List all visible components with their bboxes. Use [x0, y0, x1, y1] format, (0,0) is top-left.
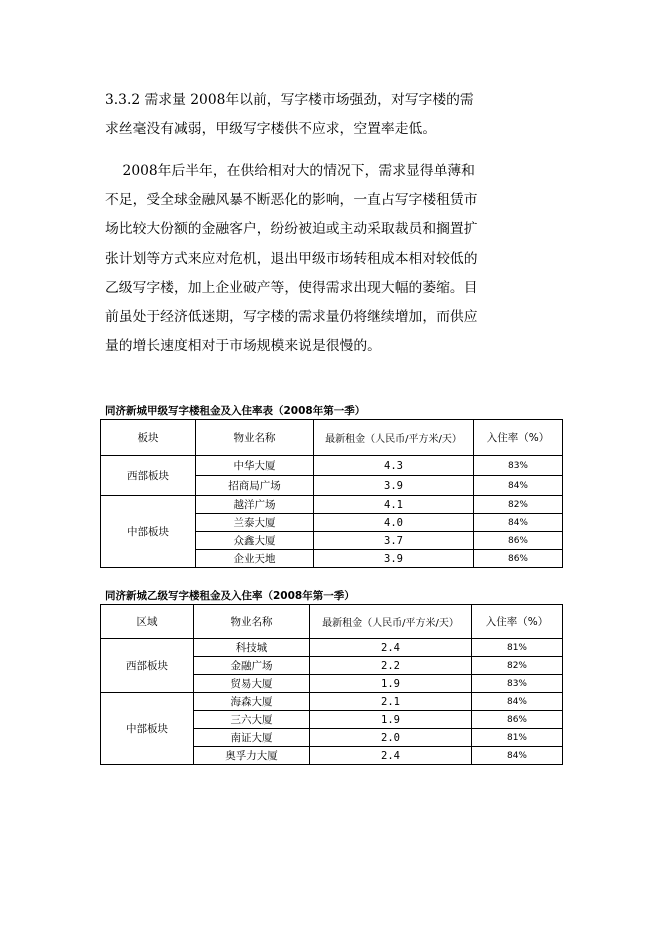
paragraph-line: 场比较大份额的金融客户，纷纷被迫或主动采取裁员和搁置扩	[105, 221, 478, 238]
paragraph-line: 3.3.2 需求量 2008年以前，写字楼市场强劲，对写字楼的需	[105, 92, 474, 108]
header-rent: 最新租金（人民币/平方米/天）	[310, 605, 472, 639]
property-name: 奥孚力大厦	[194, 747, 310, 765]
property-name: 南证大厦	[194, 729, 310, 747]
paragraph-line: 张计划等方式来应对危机，退出甲级市场转租成本相对较低的	[105, 250, 478, 267]
header-property: 物业名称	[196, 420, 314, 456]
occupancy-value: 84%	[474, 476, 563, 496]
occupancy-value: 83%	[472, 675, 563, 693]
table-row	[101, 693, 563, 711]
region-cell: 西部板块	[101, 456, 196, 496]
header-rent: 最新租金（人民币/平方米/天）	[314, 420, 474, 456]
rent-value: 4.0	[314, 514, 474, 532]
header-occupancy: 入住率（%）	[474, 420, 563, 456]
rent-value: 4.1	[314, 496, 474, 514]
rent-value: 3.9	[314, 550, 474, 568]
property-name: 海森大厦	[194, 693, 310, 711]
occupancy-value: 84%	[472, 693, 563, 711]
occupancy-value: 84%	[474, 514, 563, 532]
table-row	[101, 456, 563, 476]
property-name: 兰泰大厦	[196, 514, 314, 532]
region-cell: 西部板块	[101, 639, 194, 693]
rent-value: 1.9	[310, 675, 472, 693]
region-cell: 中部板块	[101, 693, 194, 765]
header-region: 板块	[101, 420, 196, 456]
occupancy-value: 81%	[472, 729, 563, 747]
table-b-caption: 同济新城乙级写字楼租金及入住率（2008年第一季）	[105, 590, 355, 602]
table-row	[101, 639, 563, 657]
paragraph-line: 求丝毫没有减弱，甲级写字楼供不应求，空置率走低。	[105, 121, 437, 138]
property-name: 中华大厦	[196, 456, 314, 476]
paragraph-line: 不足，受全球金融风暴不断恶化的影响，一直占写字楼租赁市	[105, 192, 478, 209]
occupancy-value: 81%	[472, 639, 563, 657]
header-occupancy: 入住率（%）	[472, 605, 563, 639]
table-grade-a-offices	[100, 419, 563, 568]
property-name: 企业天地	[196, 550, 314, 568]
occupancy-value: 86%	[472, 711, 563, 729]
property-name: 众鑫大厦	[196, 532, 314, 550]
occupancy-value: 82%	[472, 657, 563, 675]
table-header-row	[101, 420, 563, 456]
table-header-row	[101, 605, 563, 639]
table-grade-b-offices	[100, 604, 563, 765]
table-row	[101, 496, 563, 514]
property-name: 三六大厦	[194, 711, 310, 729]
paragraph-line: 前虽处于经济低迷期，写字楼的需求量仍将继续增加，而供应	[105, 309, 478, 326]
rent-value: 3.7	[314, 532, 474, 550]
occupancy-value: 86%	[474, 532, 563, 550]
occupancy-value: 86%	[474, 550, 563, 568]
paragraph-line: 乙级写字楼，加上企业破产等，使得需求出现大幅的萎缩。目	[105, 279, 478, 296]
occupancy-value: 84%	[472, 747, 563, 765]
rent-value: 2.4	[310, 639, 472, 657]
occupancy-value: 83%	[474, 456, 563, 476]
rent-value: 2.1	[310, 693, 472, 711]
rent-value: 2.2	[310, 657, 472, 675]
property-name: 贸易大厦	[194, 675, 310, 693]
header-property: 物业名称	[194, 605, 310, 639]
property-name: 金融广场	[194, 657, 310, 675]
property-name: 科技城	[194, 639, 310, 657]
rent-value: 4.3	[314, 456, 474, 476]
rent-value: 2.0	[310, 729, 472, 747]
property-name: 招商局广场	[196, 476, 314, 496]
paragraph-demand-analysis	[105, 157, 560, 361]
rent-value: 3.9	[314, 476, 474, 496]
property-name: 越洋广场	[196, 496, 314, 514]
paragraph-demand-intro	[105, 86, 560, 144]
rent-value: 2.4	[310, 747, 472, 765]
paragraph-line: 量的增长速度相对于市场规模来说是很慢的。	[105, 338, 381, 355]
region-cell: 中部板块	[101, 496, 196, 568]
occupancy-value: 82%	[474, 496, 563, 514]
paragraph-line: 2008年后半年，在供给相对大的情况下，需求显得单薄和	[105, 163, 475, 179]
table-a-caption: 同济新城甲级写字楼租金及入住率表（2008年第一季）	[105, 405, 366, 417]
rent-value: 1.9	[310, 711, 472, 729]
header-region: 区域	[101, 605, 194, 639]
